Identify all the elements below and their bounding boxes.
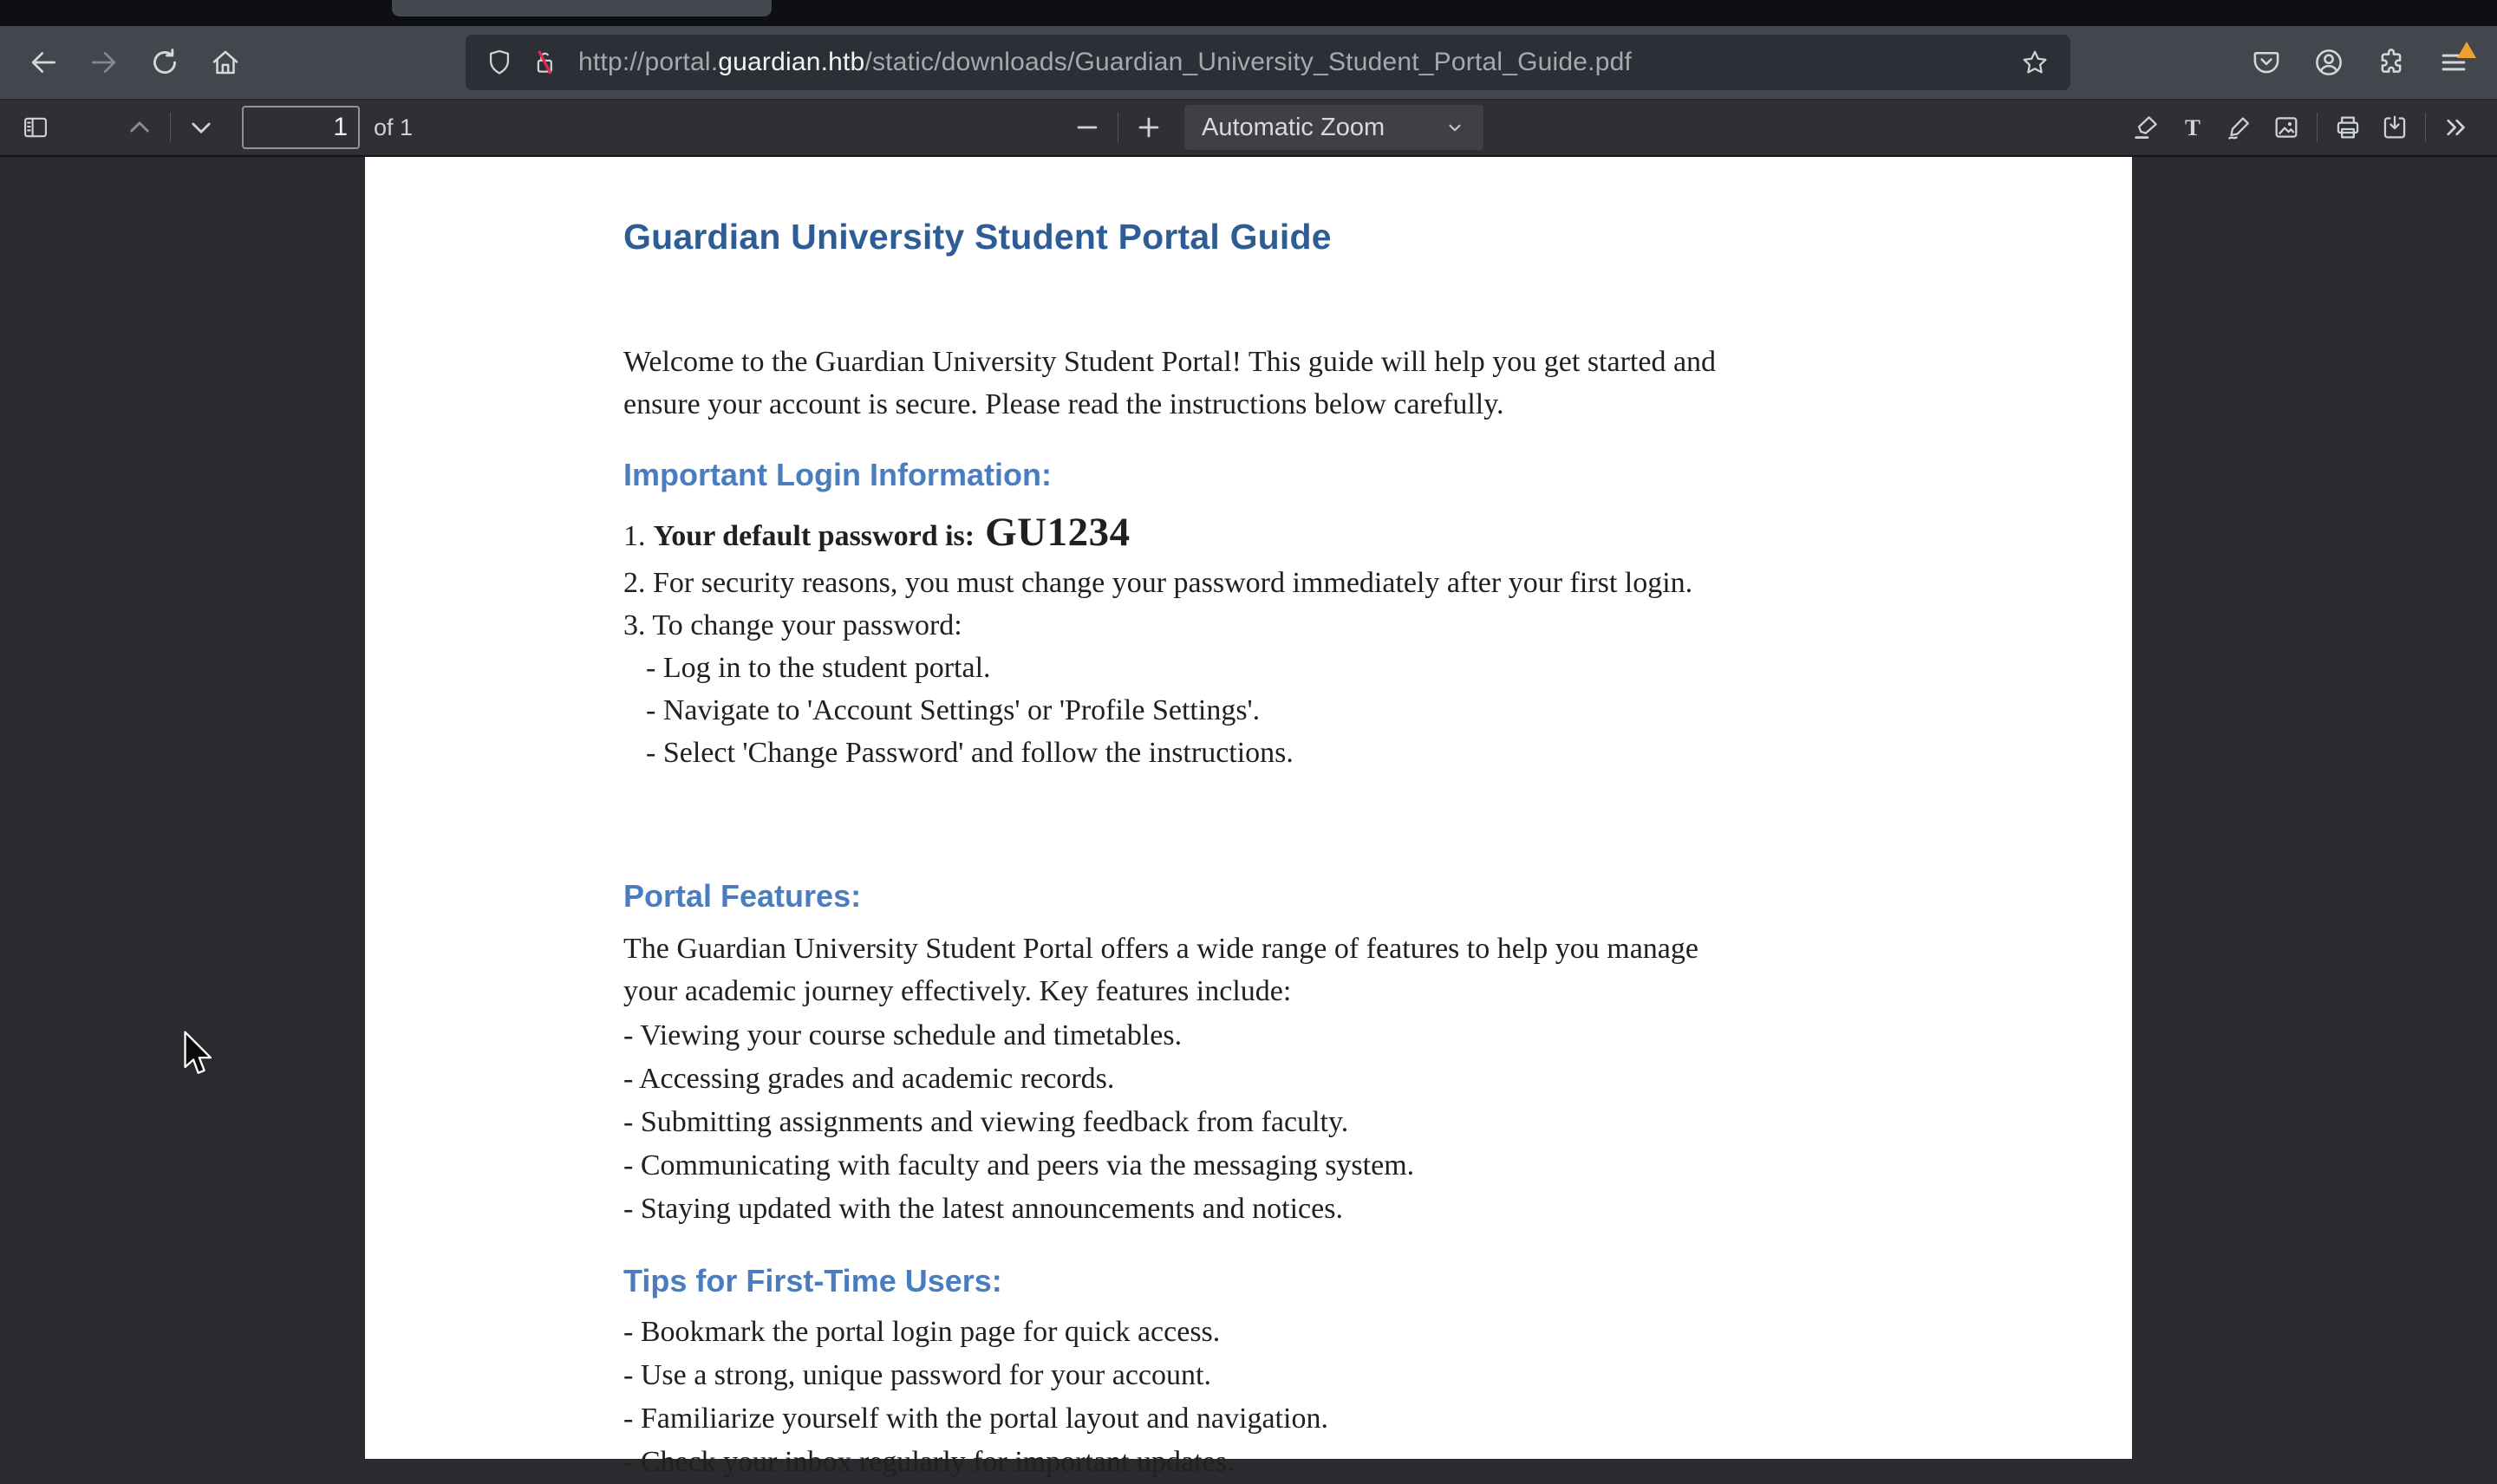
highlight-button[interactable] bbox=[2122, 104, 2169, 151]
login-heading: Important Login Information: bbox=[623, 457, 1052, 492]
active-tab[interactable] bbox=[392, 0, 772, 16]
features-heading: Portal Features: bbox=[623, 878, 862, 914]
save-button[interactable] bbox=[2371, 104, 2418, 151]
account-button[interactable] bbox=[2305, 38, 2353, 87]
features-intro-line: your academic journey effectively. Key features include: bbox=[623, 975, 1292, 1007]
feature-item: - Communicating with faculty and peers via the messaging system. bbox=[623, 1149, 1415, 1181]
sidebar-toggle-icon bbox=[21, 113, 50, 142]
zoom-level-select[interactable] bbox=[1184, 105, 1483, 150]
text-icon bbox=[2178, 113, 2207, 142]
forward-icon bbox=[88, 46, 121, 79]
tools-separator-1 bbox=[2317, 113, 2318, 142]
step-item: - Select 'Change Password' and follow the instructions. bbox=[646, 737, 1294, 769]
welcome-line: Welcome to the Guardian University Student Portal! This guide will help you get started and bbox=[623, 346, 1717, 378]
zoom-out-icon bbox=[1072, 113, 1102, 142]
pdf-toolbar-center bbox=[1064, 100, 1483, 155]
tips-list bbox=[623, 1311, 1924, 1484]
reload-icon bbox=[148, 46, 181, 79]
previous-page-button[interactable] bbox=[116, 104, 163, 151]
tab-strip bbox=[0, 0, 2497, 26]
login-item-password bbox=[623, 507, 1924, 562]
feature-item: - Viewing your course schedule and timetables. bbox=[623, 1019, 1183, 1051]
home-button[interactable] bbox=[201, 38, 250, 87]
tips-heading: Tips for First-Time Users: bbox=[623, 1263, 1002, 1298]
url-bar[interactable] bbox=[466, 35, 2070, 90]
next-page-button[interactable] bbox=[178, 104, 225, 151]
tip-item: - Check your inbox regularly for important updates. bbox=[623, 1446, 1235, 1478]
tip-item: - Bookmark the portal login page for quick access. bbox=[623, 1316, 1221, 1348]
pdf-toolbar bbox=[0, 100, 2497, 157]
print-icon bbox=[2333, 113, 2363, 142]
extensions-icon bbox=[2375, 46, 2408, 79]
document-content bbox=[365, 157, 1924, 1484]
app-menu-button[interactable] bbox=[2429, 38, 2478, 87]
insecure-lock-icon bbox=[530, 48, 559, 77]
step-item: - Log in to the student portal. bbox=[646, 652, 991, 684]
url-prefix: http://portal. bbox=[578, 48, 719, 76]
update-badge-icon bbox=[2457, 42, 2476, 58]
url-path: /static/downloads/Guardian_University_Student_Portal_Guide.pdf bbox=[864, 48, 1633, 76]
toolbar-right-cluster bbox=[2242, 38, 2478, 87]
zoom-level-label: Automatic Zoom bbox=[1201, 113, 1385, 141]
zoom-in-icon bbox=[1134, 113, 1164, 142]
features-intro bbox=[623, 928, 1924, 1012]
forward-button[interactable] bbox=[80, 38, 128, 87]
account-icon bbox=[2312, 46, 2345, 79]
sidebar-toggle-button[interactable] bbox=[12, 104, 59, 151]
url-domain: guardian.htb bbox=[718, 48, 865, 76]
back-icon bbox=[27, 46, 60, 79]
page-count-label: of 1 bbox=[374, 114, 414, 140]
pocket-icon bbox=[2250, 46, 2283, 79]
login-item-bold: Your default password is: bbox=[653, 520, 975, 552]
zoom-in-button[interactable] bbox=[1125, 104, 1172, 151]
page-number-input[interactable] bbox=[242, 106, 360, 149]
back-button[interactable] bbox=[19, 38, 68, 87]
login-item-number: 1. bbox=[623, 520, 646, 552]
page-down-icon bbox=[186, 113, 216, 142]
tip-item: - Familiarize yourself with the portal layout and navigation. bbox=[623, 1403, 1328, 1435]
tools-separator-2 bbox=[2425, 113, 2426, 142]
svg-text:T: T bbox=[2185, 114, 2200, 141]
print-button[interactable] bbox=[2324, 104, 2371, 151]
draw-icon bbox=[2225, 113, 2254, 142]
more-tools-button[interactable] bbox=[2433, 104, 2480, 151]
mouse-cursor bbox=[182, 1031, 217, 1079]
feature-item: - Submitting assignments and viewing feedback from faculty. bbox=[623, 1106, 1349, 1138]
default-password-value: GU1234 bbox=[985, 510, 1131, 555]
shield-button[interactable] bbox=[481, 44, 518, 81]
feature-item: - Accessing grades and academic records. bbox=[623, 1063, 1115, 1095]
pdf-toolbar-right bbox=[2122, 104, 2497, 151]
highlight-icon bbox=[2131, 113, 2161, 142]
prev-next-separator bbox=[170, 113, 171, 142]
add-image-icon bbox=[2272, 113, 2301, 142]
add-image-button[interactable] bbox=[2263, 104, 2310, 151]
feature-item: - Staying updated with the latest announcements and notices. bbox=[623, 1193, 1343, 1225]
draw-button[interactable] bbox=[2216, 104, 2263, 151]
features-intro-line: The Guardian University Student Portal offers a wide range of features to help you manage bbox=[623, 933, 1698, 965]
pdf-page bbox=[365, 157, 2132, 1478]
browser-toolbar bbox=[0, 26, 2497, 100]
connection-security-button[interactable] bbox=[526, 44, 563, 81]
pdf-viewer[interactable] bbox=[0, 157, 2497, 1478]
extensions-button[interactable] bbox=[2367, 38, 2416, 87]
pdf-toolbar-left bbox=[0, 104, 413, 151]
login-item: 3. To change your password: bbox=[623, 609, 962, 641]
pocket-button[interactable] bbox=[2242, 38, 2291, 87]
chevron-down-icon bbox=[1414, 116, 1466, 139]
shield-icon bbox=[485, 48, 514, 77]
login-item: 2. For security reasons, you must change your password immediately after your first login. bbox=[623, 567, 1693, 599]
zoom-out-button[interactable] bbox=[1064, 104, 1111, 151]
url-text[interactable] bbox=[578, 48, 2005, 77]
welcome-paragraph bbox=[623, 341, 1924, 426]
text-annotation-button[interactable] bbox=[2169, 104, 2216, 151]
bookmark-button[interactable] bbox=[2015, 42, 2055, 82]
password-change-steps bbox=[623, 647, 1924, 774]
bookmark-star-icon bbox=[2020, 48, 2050, 77]
doc-title: Guardian University Student Portal Guide bbox=[623, 217, 1332, 257]
more-tools-icon bbox=[2442, 113, 2471, 142]
welcome-line: ensure your account is secure. Please read the instructions below carefully. bbox=[623, 388, 1504, 420]
save-icon bbox=[2380, 113, 2409, 142]
features-list bbox=[623, 1014, 1924, 1231]
step-item: - Navigate to 'Account Settings' or 'Profile Settings'. bbox=[646, 694, 1261, 726]
home-icon bbox=[209, 46, 242, 79]
tip-item: - Use a strong, unique password for your account. bbox=[623, 1359, 1211, 1391]
reload-button[interactable] bbox=[140, 38, 189, 87]
page-up-icon bbox=[125, 113, 154, 142]
